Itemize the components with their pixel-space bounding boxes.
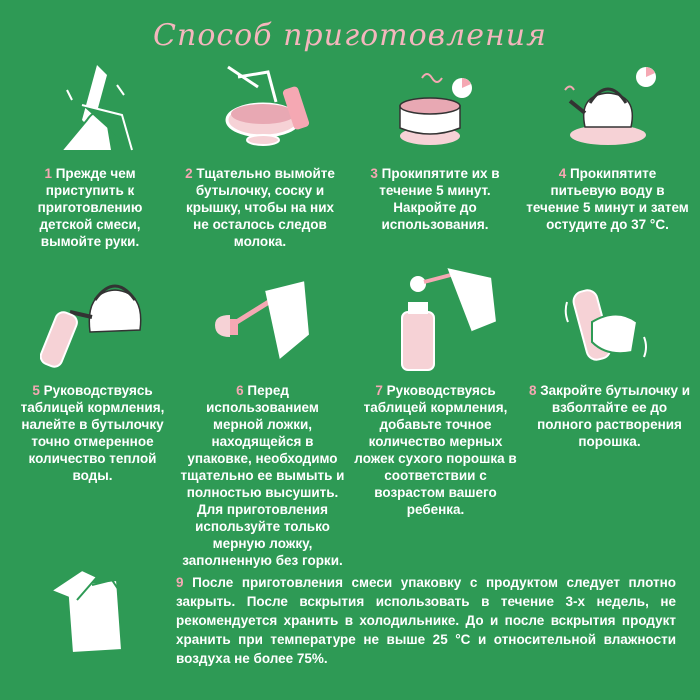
step-text: Прежде чем приступить к приготовлению детской смеси, вымойте руки. <box>37 166 143 249</box>
boiling-pot-icon <box>392 68 472 153</box>
bowl-and-bottle-brush-icon <box>218 62 328 152</box>
step-text: Прокипятите питьевую воду в течение 5 минут и затем остудите до 37 °C. <box>526 166 689 232</box>
step-1 <box>10 165 170 250</box>
step-8 <box>527 382 692 450</box>
step-text: Прокипятите их в течение 5 минут. Накройте до использования. <box>379 166 500 232</box>
adding-powder-icon <box>392 262 502 372</box>
step-number: 5 <box>32 383 40 398</box>
kettle-pouring-icon <box>40 272 150 372</box>
page-title: Способ приготовления <box>153 18 547 53</box>
step-text: После приготовления смеси упаковку с продуктом следует плотно закрыть. После вскрытия использовать в течение 3-х недель, не рекомендуется хранить в холодильнике. До и после вскрытия продукт хранить при температуре не выше 25 °C и относительной влажности воздуха не более 75%. <box>176 575 676 666</box>
step-7 <box>353 382 518 518</box>
shaking-bottle-icon <box>562 282 652 372</box>
step-6 <box>180 382 345 569</box>
step-number: 8 <box>528 383 537 398</box>
step-text: Руководствуясь таблицей кормления, добавьте точное количество мерных ложек сухого порошка в соответствии с возрастом вашего ребенка. <box>354 383 517 517</box>
step-5 <box>10 382 175 484</box>
step-number: 9 <box>176 575 184 590</box>
step-text: Закройте бутылочку и взболтайте ее до полного растворения порошка. <box>537 383 691 449</box>
measuring-spoon-icon <box>205 275 315 365</box>
step-number: 6 <box>236 383 244 398</box>
step-number: 3 <box>370 166 378 181</box>
closing-package-icon <box>42 565 142 655</box>
step-text: Тщательно вымойте бутылочку, соску и крышку, чтобы на них не осталось следов молока. <box>185 166 335 249</box>
step-number: 2 <box>185 166 193 181</box>
step-number: 4 <box>558 166 567 181</box>
step-3 <box>355 165 515 233</box>
step-number: 7 <box>375 383 383 398</box>
step-4 <box>525 165 690 233</box>
step-number: 1 <box>44 166 52 181</box>
washing-hands-icon <box>52 60 142 155</box>
step-text: Руководствуясь таблицей кормления, налейте в бутылочку точно отмеренное количество теплой воды. <box>20 383 165 483</box>
step-9 <box>176 573 676 668</box>
step-text: Перед использованием мерной ложки, находящейся в упаковке, необходимо тщательно ее вымыть и полностью высушить. Для приготовления используйте только мерную ложку, заполненную без горки. <box>180 383 345 568</box>
kettle-icon <box>560 65 660 155</box>
step-2 <box>180 165 340 250</box>
